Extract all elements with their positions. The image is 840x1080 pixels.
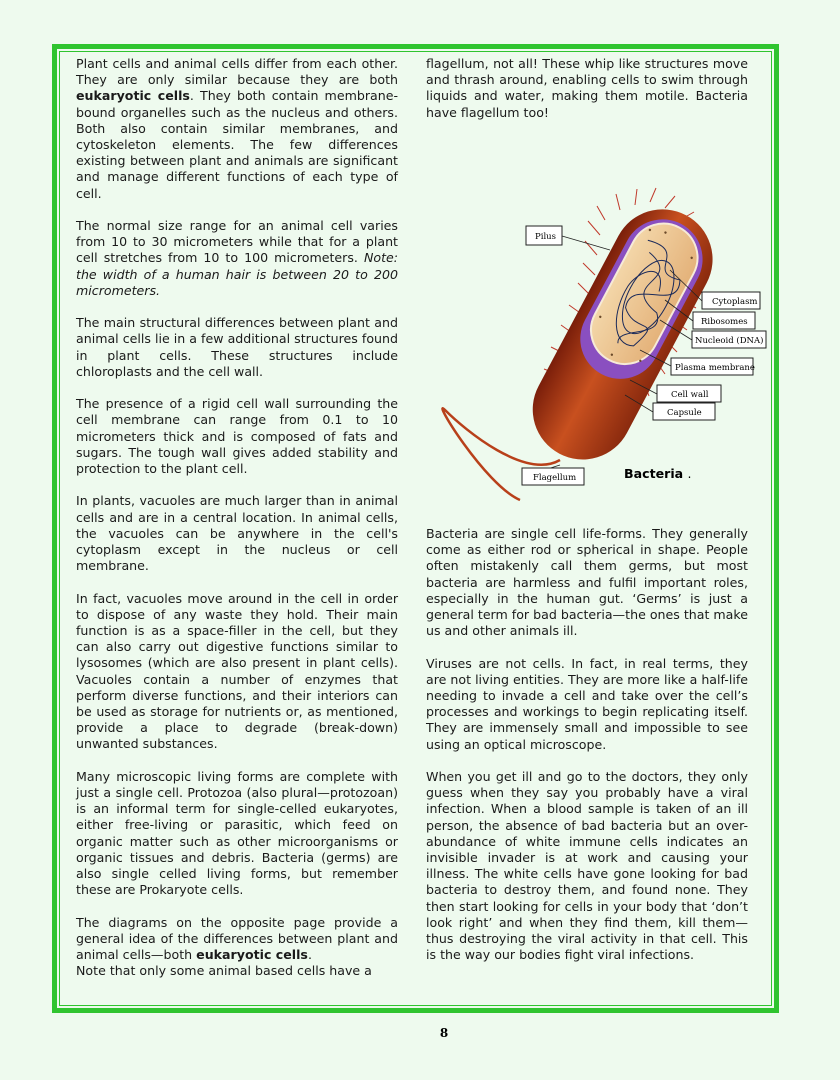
paragraph: Viruses are not cells. In fact, in real terms, they are not living entities. They are more like a half-life needing to invade a cell and take over the cell’s processes and workings to begin replicating itself. They are immensely small and impossible to see using an optical microscope.: [426, 655, 748, 752]
paragraph: In plants, vacuoles are much larger than in animal cells and are in a central location. In animal cells, the vacuoles can be anywhere in the cell's cytoplasm except in the nucleus or cell membrane.: [76, 493, 398, 574]
label-flagellum: Flagellum: [533, 473, 577, 483]
paragraph: Plant cells and animal cells differ from each other. They are only similar because they are both eukaryotic cells. They both contain membrane-bound organelles such as the nucleus and others. Both also contain similar membranes, and cytoskeleton elements. The few differences existing between plant and animals are significant and manage different functions of each type of cell.: [76, 56, 398, 201]
paragraph: Many microscopic living forms are complete with just a single cell. Protozoa (also plural—protozoan) is an informal term for single-celled eukaryotes, either free-living or parasitic, which feed on organic matter such as other microorganisms or organic tissues and debris. Bacteria (germs) are also single celled living forms, but remember these are Prokaryote cells.: [76, 768, 398, 898]
label-cytoplasm: Cytoplasm: [712, 297, 758, 307]
paragraph: Bacteria are single cell life-forms. They generally come as either rod or spherical in shape. People often mistakenly call them germs, but most bacteria are harmless and fulfil important roles, especially in the human gut. ‘Germs’ is just a general term for bad bacteria—the ones that make us and other animals ill.: [426, 526, 748, 639]
paragraph: The main structural differences between plant and animal cells lie in a few additional structures found in plant cells. These structures include chloroplasts and the cell wall.: [76, 315, 398, 379]
page-number: 8: [439, 1026, 449, 1040]
paragraph: Note that only some animal based cells have a: [76, 963, 372, 979]
paragraph: In fact, vacuoles move around in the cell in order to dispose of any waste they hold. Their main function is as a space-filler in the cell, but they can also carry out digestive functions similar to lysosomes (which are also present in plant cells). Vacuoles contain a number of enzymes that perform diverse functions, and their interiors can be used as storage for nutrients or, as mentioned, provide a place to degrade (break-down) unwanted substances.: [76, 590, 398, 752]
paragraph: The diagrams on the opposite page provide a general idea of the differences between plant and animal cells—both eukaryotic cells.: [76, 914, 398, 963]
paragraph: The presence of a rigid cell wall surrounding the cell membrane can range from 0.1 to 10 micrometers thick and is composed of fats and sugars. The tough wall gives added stability and protection to the plant cell.: [76, 396, 398, 477]
label-ribosomes: Ribosomes: [701, 317, 748, 327]
paragraph: flagellum, not all! These whip like structures move and thrash around, enabling cells to swim through liquids and water, making them motile. Bacteria have flagellum too!: [426, 56, 748, 120]
label-pilus: Pilus: [535, 232, 556, 242]
right-column-top: [426, 56, 748, 137]
right-column-bottom: [426, 526, 748, 980]
label-plasma-membrane: Plasma membrane: [675, 363, 755, 373]
left-column: [76, 56, 398, 996]
label-cell-wall: Cell wall: [671, 390, 709, 400]
label-capsule: Capsule: [667, 408, 702, 418]
paragraph: When you get ill and go to the doctors, they only guess when they say you probably have a viral infection. When a blood sample is taken of an ill person, the absence of bad bacteria but an over-abundance of white immune cells indicates an invisible invader is at work and causing your illness. The white cells have gone looking for bad bacteria to destroy them, and found none. They then start looking for cells in your body that ‘don’t look right’ and when they find them, kill them—thus destroying the viral activity in that cell. This is the way our bodies fight viral infections.: [426, 769, 748, 963]
label-nucleoid: Nucleoid (DNA): [695, 336, 764, 346]
bacteria-diagram: [425, 180, 775, 520]
diagram-caption: Bacteria .: [624, 466, 692, 481]
paragraph: The normal size range for an animal cell varies from 10 to 30 micrometers while that for a plant cell stretches from 10 to 100 micrometers. Note: the width of a human hair is between 20 to 200 micrometers.: [76, 218, 398, 298]
